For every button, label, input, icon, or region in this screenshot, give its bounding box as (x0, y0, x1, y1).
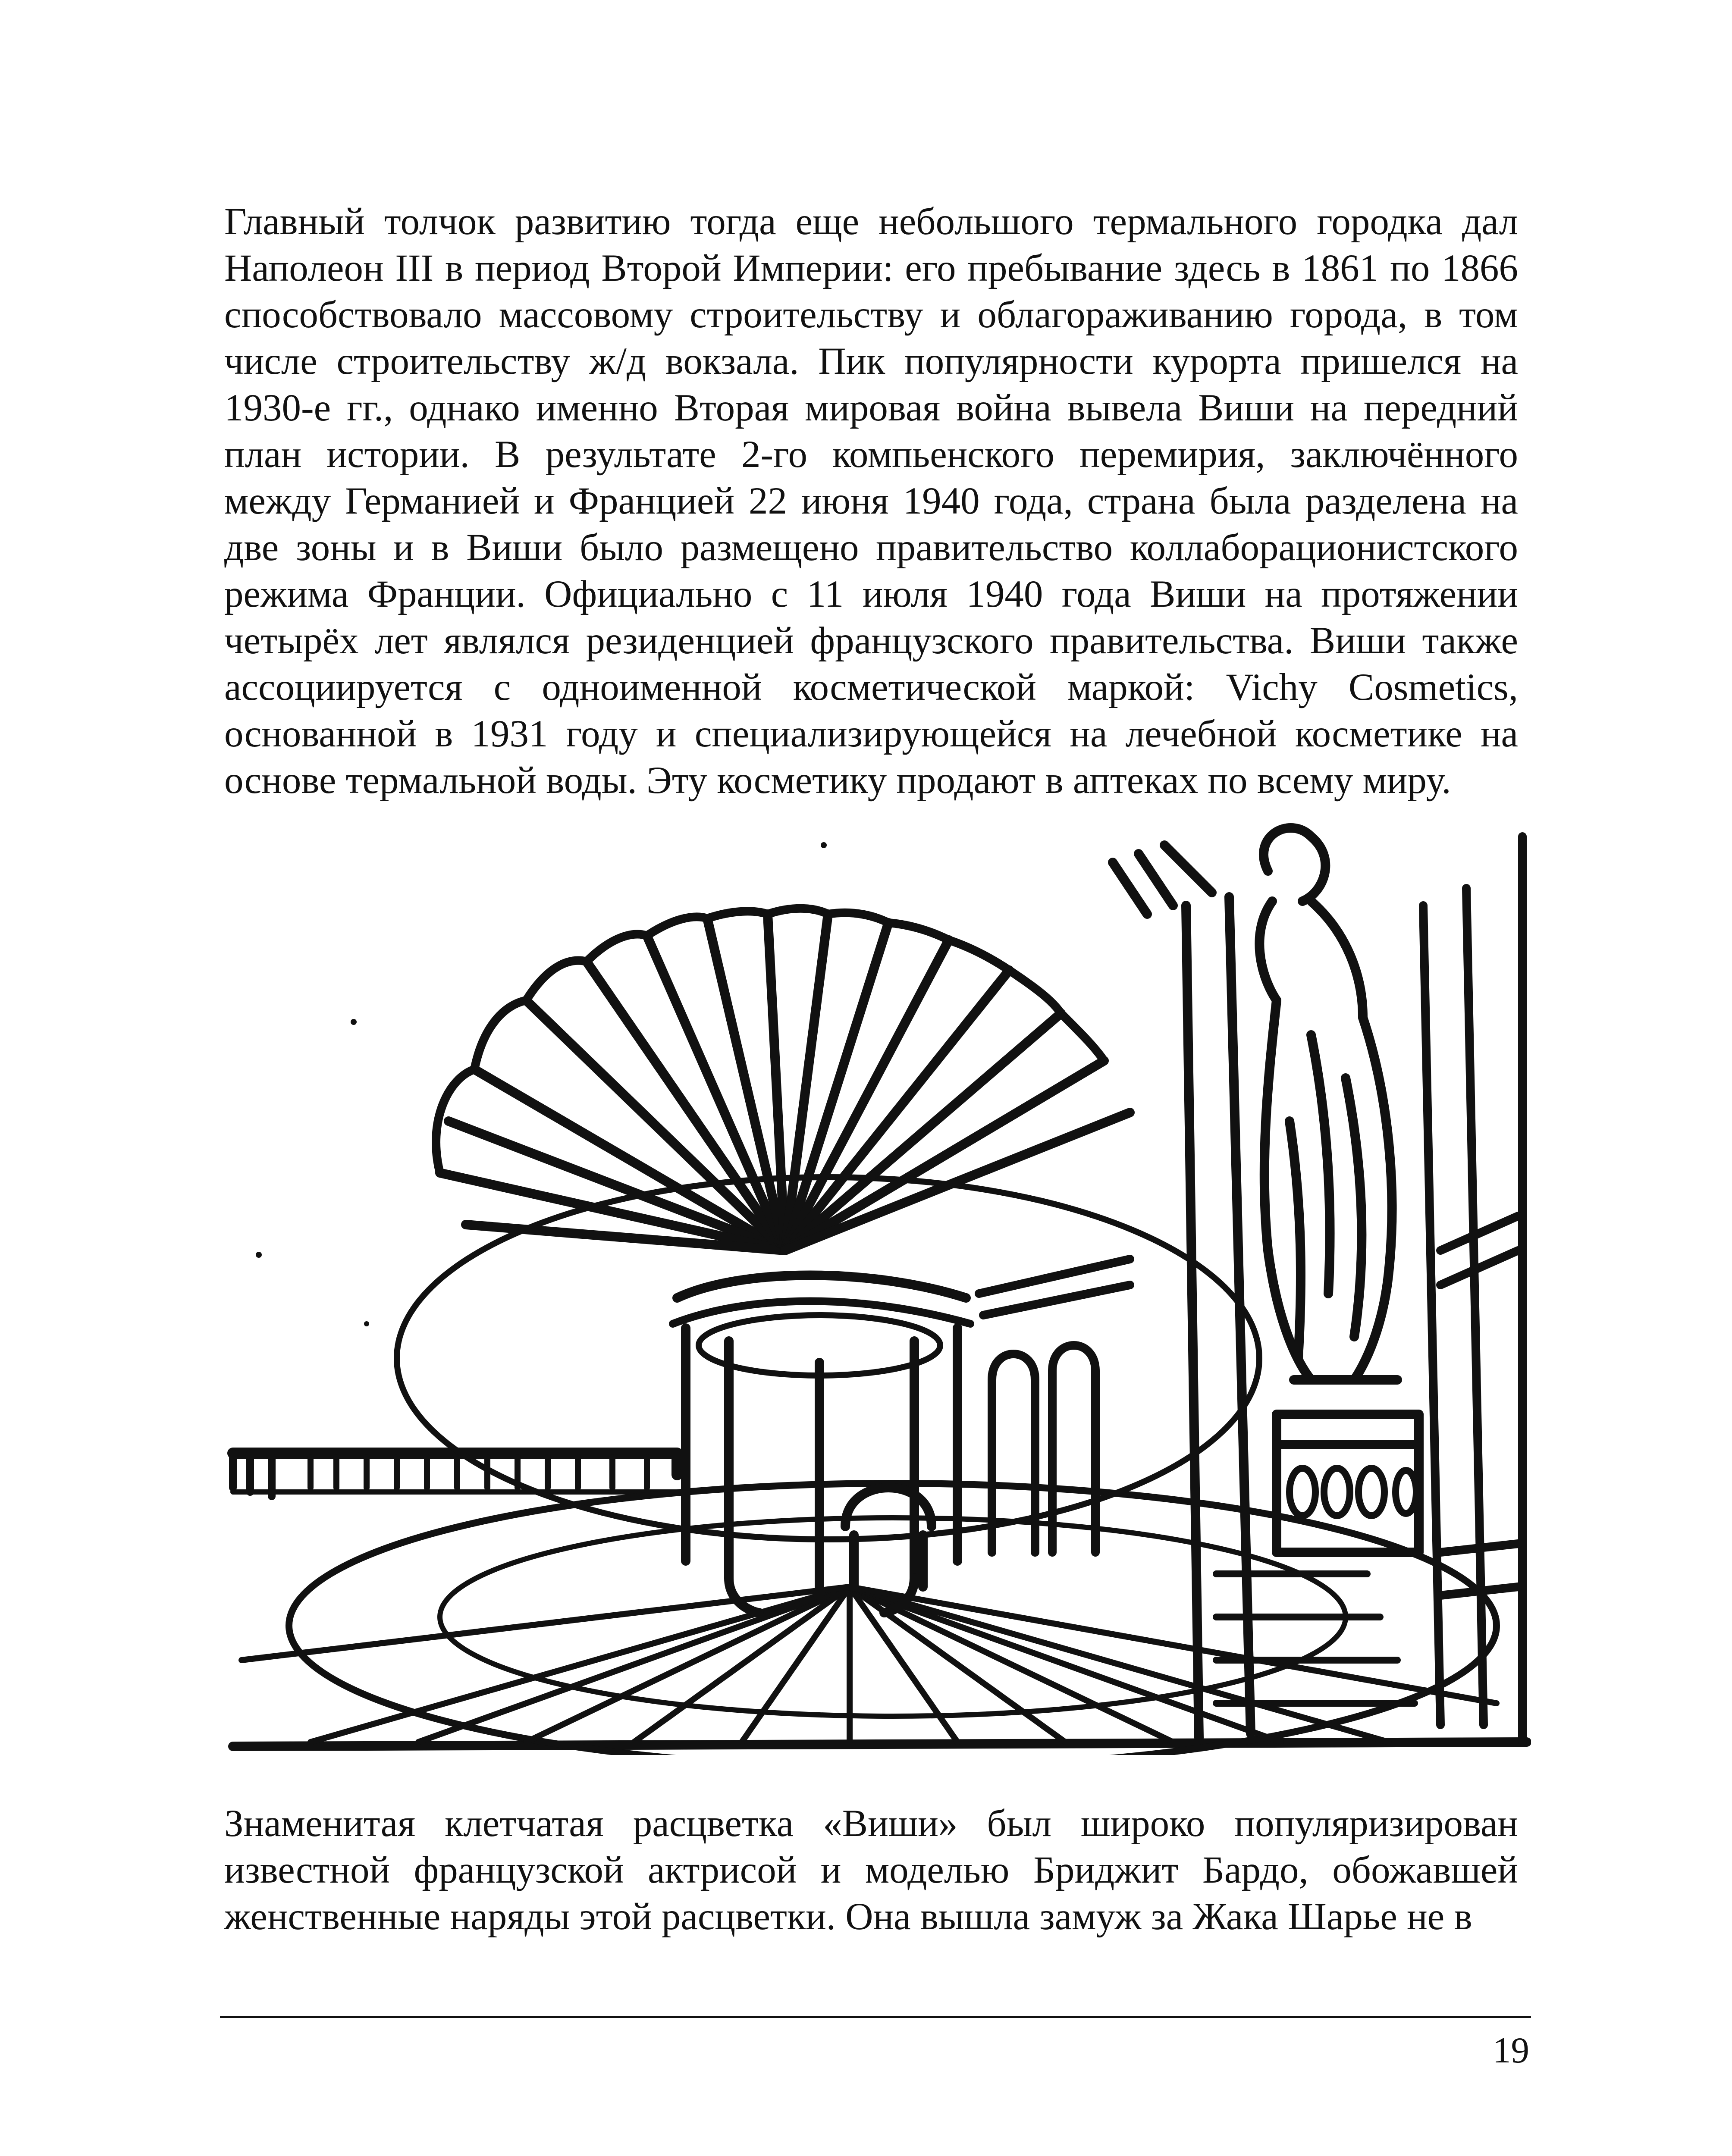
body-paragraph: Знаменитая клетчатая расцветка «Виши» был широко популяризирован известной французской актрисой и моделью Бриджит Бардо, обожавшей женственные наряды этой расцветки. Она вышла замуж за Жака Шарье не в (224, 1802, 1518, 1938)
footer-rule (220, 2016, 1531, 2018)
page-number: 19 (1493, 2030, 1529, 2071)
body-paragraph: Главный толчок развитию тогда еще небольшого термального городка дал Наполеон III в период Второй Империи: его пребывание здесь в 1861 по 1866 способствовало массовому строительству и облагораживанию города, в том числе строительству ж/д вокзала. Пик популярности курорта пришелся на 1930-е гг., однако именно Вторая мировая война вывела Виши на передний план истории. В результате 2-го компьенского перемирия, заключённого между Германией и Францией 22 июня 1940 года, страна была разделена на две зоны и в Виши было размещено правительство коллаборационистского режима Франции. Официально с 11 июля 1940 года Виши на протяжении четырёх лет являлся резиденцией французского правительства. Виши также ассоциируется с одноименной косметической маркой: Vichy Cosmetics, основанной в 1931 году и специализирующейся на лечебной косметике на основе термальной воды. Эту косметику продают в аптеках по всему миру. (224, 201, 1518, 802)
pavilion-illustration (224, 819, 1531, 1755)
